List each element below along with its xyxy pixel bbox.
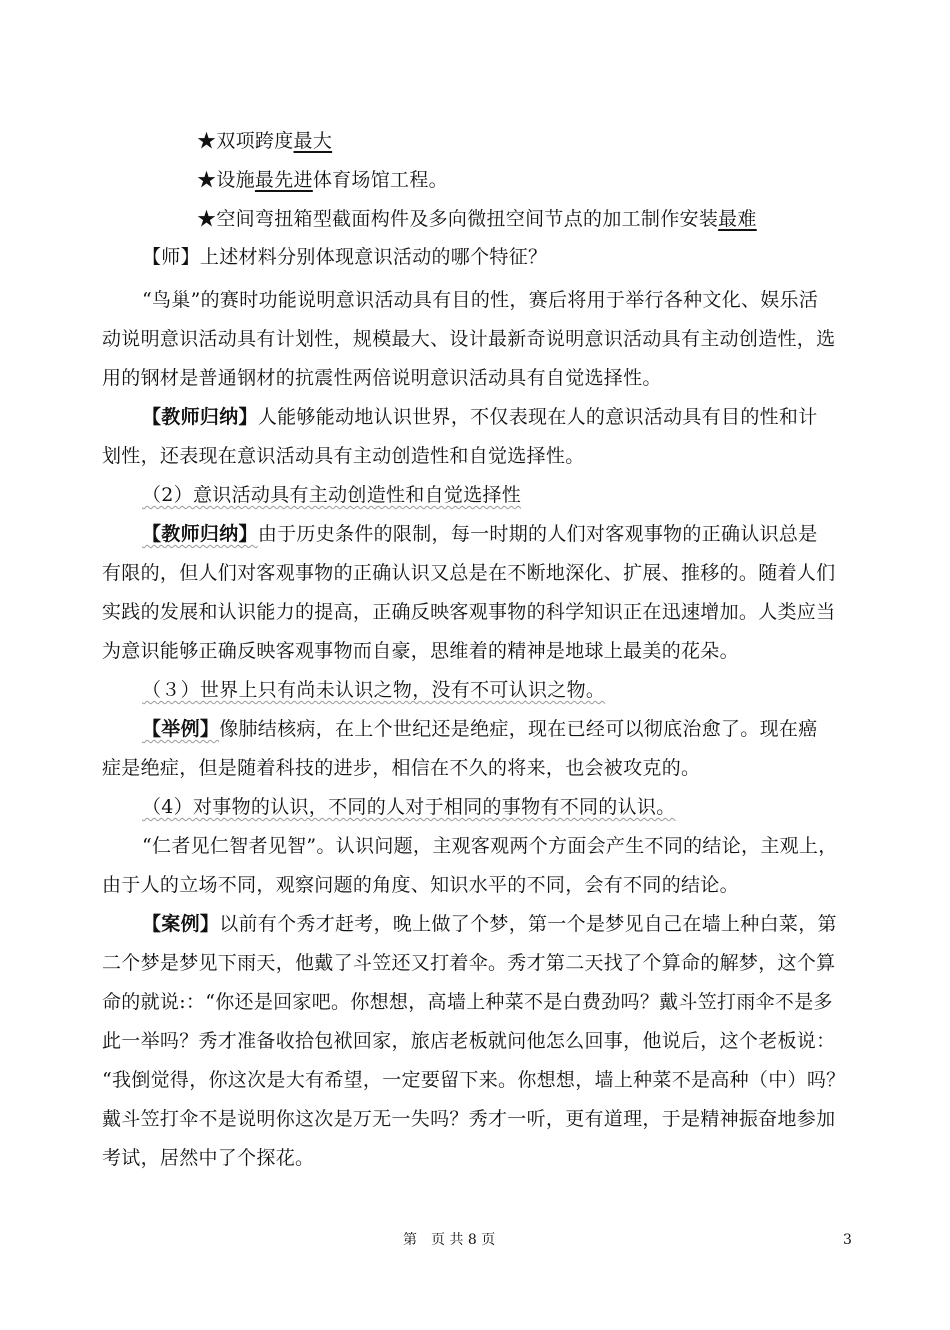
star-icon: ★ xyxy=(197,208,217,230)
paragraph-line: 动说明意识活动具有计划性，规模最大、设计最新奇说明意识活动具有主动创造性，选 xyxy=(102,328,836,350)
page-info: 第 页 共 8 页 xyxy=(403,1232,496,1248)
paragraph-line: 考试，居然中了个探花。 xyxy=(102,1147,315,1169)
summary-label: 【教师归纳】 xyxy=(142,406,258,428)
example-paragraph: 【举例】像肺结核病，在上个世纪还是绝症，现在已经可以彻底治愈了。现在癌 xyxy=(142,718,818,740)
paragraph-line: 用的钢材是普通钢材的抗震性两倍说明意识活动具有自觉选择性。 xyxy=(102,367,662,389)
bullet-item: ★双项跨度最大 xyxy=(197,130,333,152)
section-heading: （３）世界上只有尚未认识之物，没有不可认识之物。 xyxy=(142,679,606,701)
teacher-summary: 【教师归纳】由于历史条件的限制，每一时期的人们对客观事物的正确认识总是 xyxy=(142,523,818,545)
star-icon: ★ xyxy=(197,169,217,191)
paragraph-line: 症是绝症，但是随着科技的进步，相信在不久的将来，也会被攻克的。 xyxy=(102,757,701,779)
section-heading: （2）意识活动具有主动创造性和自觉选择性 xyxy=(142,484,522,506)
paragraph-line: 划性，还表现在意识活动具有主动创造性和自觉选择性。 xyxy=(102,445,585,467)
summary-label: 【教师归纳】 xyxy=(142,523,258,545)
paragraph-line: “仁者见仁智者见智”。认识问题，主观客观两个方面会产生不同的结论，主观上， xyxy=(142,835,838,857)
paragraph-line: 由于人的立场不同，观察问题的角度、知识水平的不同，会有不同的结论。 xyxy=(102,874,739,896)
case-label: 【案例】 xyxy=(142,913,220,935)
paragraph-line: 戴斗笠打伞不是说明你这次是万无一失吗？秀才一听，更有道理，于是精神振奋地参加 xyxy=(102,1108,836,1130)
case-paragraph: 【案例】以前有个秀才赶考，晚上做了个梦，第一个是梦见自己在墙上种白菜，第 xyxy=(142,913,837,935)
paragraph-line: 为意识能够正确反映客观事物而自豪，思维着的精神是地球上最美的花朵。 xyxy=(102,640,739,662)
paragraph-line: “我倒觉得，你这次是大有希望，一定要留下来。你想想，墙上种菜不是高种（中）吗？ xyxy=(102,1069,846,1091)
page-number: 3 xyxy=(843,1232,852,1248)
bullet-item: ★空间弯扭箱型截面构件及多向微扭空间节点的加工制作安装最难 xyxy=(197,208,757,230)
section-heading: （4）对事物的认识，不同的人对于相同的事物有不同的认识。 xyxy=(142,796,676,818)
paragraph-line: 有限的，但人们对客观事物的正确认识又总是在不断地深化、扩展、推移的。随着人们 xyxy=(102,562,836,584)
bullet-item: ★设施最先进体育场馆工程。 xyxy=(197,169,448,191)
teacher-summary: 【教师归纳】人能够能动地认识世界，不仅表现在人的意识活动具有目的性和计 xyxy=(142,406,818,428)
star-icon: ★ xyxy=(197,130,217,152)
paragraph-line: 命的就说:：“你还是回家吧。你想想，高墙上种菜不是白费劲吗？戴斗笠打雨伞不是多 xyxy=(102,991,833,1013)
paragraph-line: 实践的发展和认识能力的提高，正确反映客观事物的科学知识正在迅速增加。人类应当 xyxy=(102,601,836,623)
paragraph-line: 二个梦是梦见下雨天，他戴了斗笠还又打着伞。秀才第二天找了个算命的解梦，这个算 xyxy=(102,952,836,974)
example-label: 【举例】 xyxy=(142,718,220,740)
paragraph-line: 此一举吗？秀才准备收拾包袱回家，旅店老板就问他怎么回事，他说后，这个老板说： xyxy=(102,1030,836,1052)
teacher-question: 【师】上述材料分别体现意识活动的哪个特征？ xyxy=(142,246,548,268)
paragraph-line: “鸟巢”的赛时功能说明意识活动具有目的性，赛后将用于举行各种文化、娱乐活 xyxy=(142,289,819,311)
